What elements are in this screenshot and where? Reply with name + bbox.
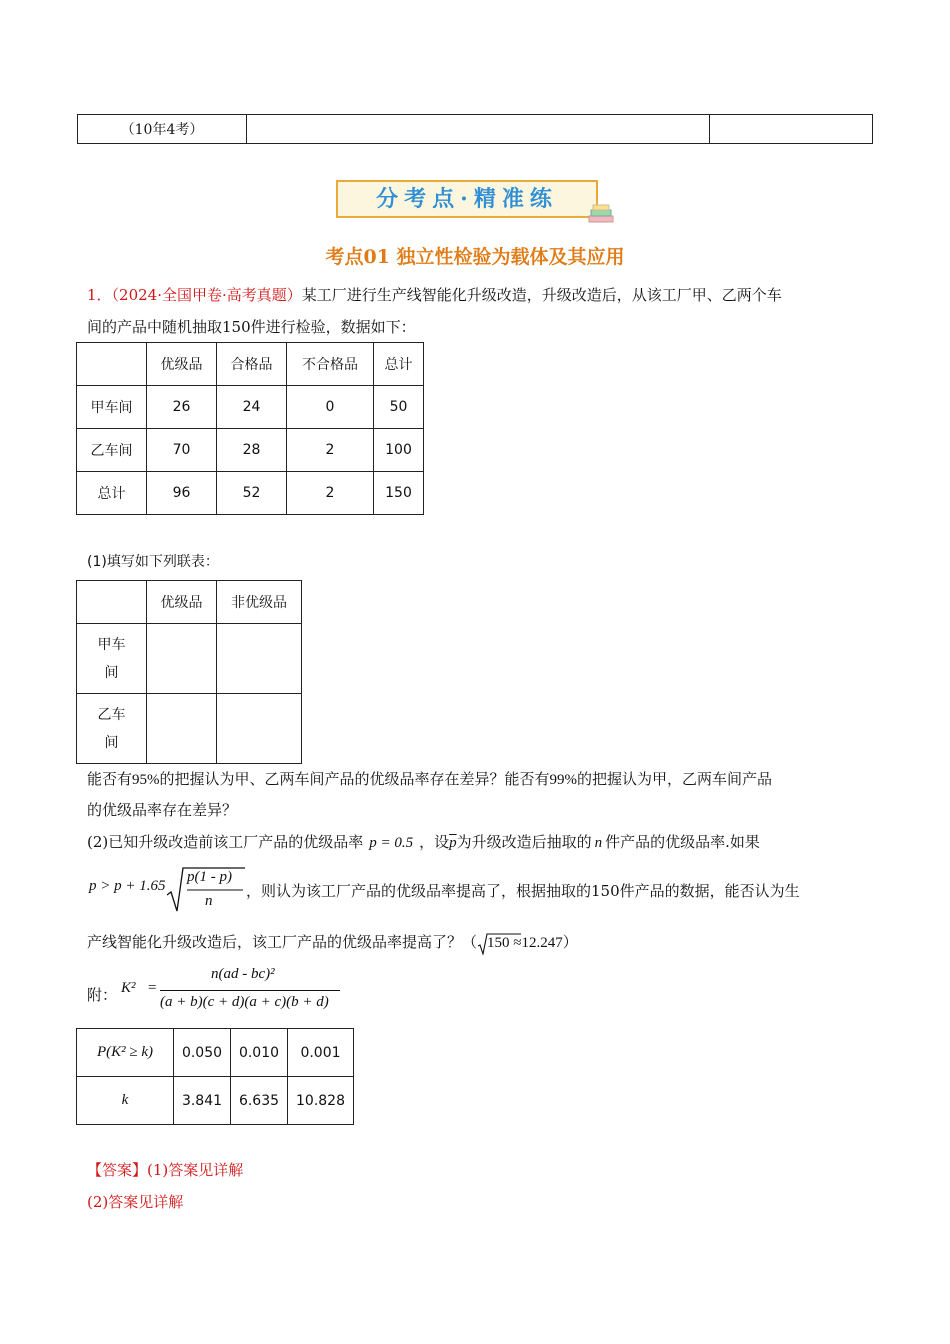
p-bar: $\overline{p}$ xyxy=(449,835,457,851)
critical-cell: 0.001 xyxy=(288,1029,354,1077)
n-variable: n xyxy=(594,835,603,851)
formula-p: p = 0.5 xyxy=(369,835,414,851)
appendix-formula xyxy=(87,966,367,1018)
data-table-cell: 甲车间 xyxy=(77,386,147,429)
top-table-empty-cell xyxy=(247,115,710,144)
data-table-cell: 50 xyxy=(374,386,424,429)
contingency-header xyxy=(77,581,147,624)
answer-line-2: (2)答案见详解 xyxy=(87,1193,184,1211)
section-title: 考点01 独立性检验为载体及其应用 xyxy=(325,246,625,268)
fraction-denominator: (a + b)(c + d)(a + c)(b + d) xyxy=(160,994,329,1010)
contingency-empty-cell xyxy=(217,694,302,764)
top-table-empty-cell xyxy=(710,115,873,144)
critical-cell: 6.635 xyxy=(231,1077,288,1125)
data-table-cell: 52 xyxy=(217,472,287,515)
percent-99: 99% xyxy=(549,772,578,788)
banner-text: 分考点·精准练 xyxy=(376,186,558,212)
data-table-cell: 26 xyxy=(147,386,217,429)
text-fragment: 的把握认为甲，乙两车间产品 xyxy=(577,770,773,788)
question-line-1 xyxy=(87,284,782,305)
k-squared: K² xyxy=(121,980,136,996)
text-fragment: 件产品的优级品率.如果 xyxy=(605,833,760,851)
text-fragment: (2)已知升级改造前该工厂产品的优级品率 xyxy=(87,833,364,851)
data-table xyxy=(76,342,424,515)
part2-line-3 xyxy=(87,931,578,952)
contingency-row-label: 乙车 间 xyxy=(77,694,147,764)
contingency-empty-cell xyxy=(147,694,217,764)
answer-label: 【答案】 xyxy=(87,1161,148,1179)
sqrt-numerator: p(1 - p) xyxy=(187,869,232,885)
critical-row-label: P(K² ≥ k) xyxy=(77,1029,174,1077)
data-table-cell: 96 xyxy=(147,472,217,515)
data-table-cell: 28 xyxy=(217,429,287,472)
books-icon xyxy=(586,203,616,225)
answer-line-1 xyxy=(87,1159,243,1180)
data-table-cell: 24 xyxy=(217,386,287,429)
contingency-empty-cell xyxy=(147,624,217,694)
text-fragment: ，设 xyxy=(419,833,450,851)
top-table xyxy=(77,114,873,144)
question-source: （2024·全国甲卷·高考真题） xyxy=(111,286,302,304)
contingency-table xyxy=(76,580,302,764)
data-table-header: 优级品 xyxy=(147,343,217,386)
part1-label: (1)填写如下列联表： xyxy=(87,554,219,570)
data-table-header: 不合格品 xyxy=(287,343,374,386)
question-after-line-1 xyxy=(87,768,772,789)
data-table-cell: 100 xyxy=(374,429,424,472)
data-table-cell: 2 xyxy=(287,472,374,515)
contingency-header: 非优级品 xyxy=(217,581,302,624)
top-table-cell: （10年4考） xyxy=(78,115,247,144)
data-table-cell: 150 xyxy=(374,472,424,515)
sqrt-small-sign xyxy=(477,933,521,955)
text-fragment: 产线智能化升级改造后，该工厂产品的优级品率提高了？（ xyxy=(87,933,478,951)
critical-value-table xyxy=(76,1028,354,1125)
approx-value: ≈12.247 xyxy=(509,935,563,951)
part2-line-1 xyxy=(87,831,760,852)
answer-text-1: (1)答案见详解 xyxy=(147,1161,244,1179)
contingency-row-label: 甲车 间 xyxy=(77,624,147,694)
sqrt-150-value: 150 xyxy=(487,935,510,951)
data-table-cell: 乙车间 xyxy=(77,429,147,472)
data-table-header xyxy=(77,343,147,386)
question-text-1: 某工厂进行生产线智能化升级改造，升级改造后，从该工厂甲、乙两个车 xyxy=(301,286,782,304)
text-fragment: 为升级改造后抽取的 xyxy=(456,833,592,851)
critical-cell: 3.841 xyxy=(174,1077,231,1125)
critical-row-label: k xyxy=(77,1077,174,1125)
critical-cell: 0.050 xyxy=(174,1029,231,1077)
part2-line-2: ，则认为该工厂产品的优级品率提高了，根据抽取的150件产品的数据，能否认为生 xyxy=(246,882,800,900)
data-table-header: 总计 xyxy=(374,343,424,386)
contingency-empty-cell xyxy=(217,624,302,694)
fraction-bar xyxy=(160,990,340,991)
equals-sign: = xyxy=(147,980,158,996)
fraction-numerator: n(ad - bc)² xyxy=(211,966,275,982)
data-table-cell: 70 xyxy=(147,429,217,472)
text-fragment: 能否有 xyxy=(87,770,133,788)
question-line-2: 间的产品中随机抽取150件进行检验，数据如下： xyxy=(87,318,416,336)
contingency-header: 优级品 xyxy=(147,581,217,624)
critical-cell: 0.010 xyxy=(231,1029,288,1077)
text-fragment: ） xyxy=(562,933,578,951)
critical-cell: 10.828 xyxy=(288,1077,354,1125)
text-fragment: 的把握认为甲、乙两车间产品的优级品率存在差异？能否有 xyxy=(159,770,550,788)
question-number: 1． xyxy=(87,286,112,304)
sqrt-denominator: n xyxy=(205,893,213,909)
data-table-header: 合格品 xyxy=(217,343,287,386)
data-table-cell: 0 xyxy=(287,386,374,429)
data-table-cell: 2 xyxy=(287,429,374,472)
section-banner xyxy=(336,180,598,218)
percent-95: 95% xyxy=(132,772,160,788)
appendix-label: 附： xyxy=(87,986,118,1004)
question-after-line-2: 的优级品率存在差异？ xyxy=(87,801,238,819)
data-table-cell: 总计 xyxy=(77,472,147,515)
inequality-left: p > p + 1.65 xyxy=(89,878,166,894)
sqrt-150 xyxy=(477,935,510,952)
